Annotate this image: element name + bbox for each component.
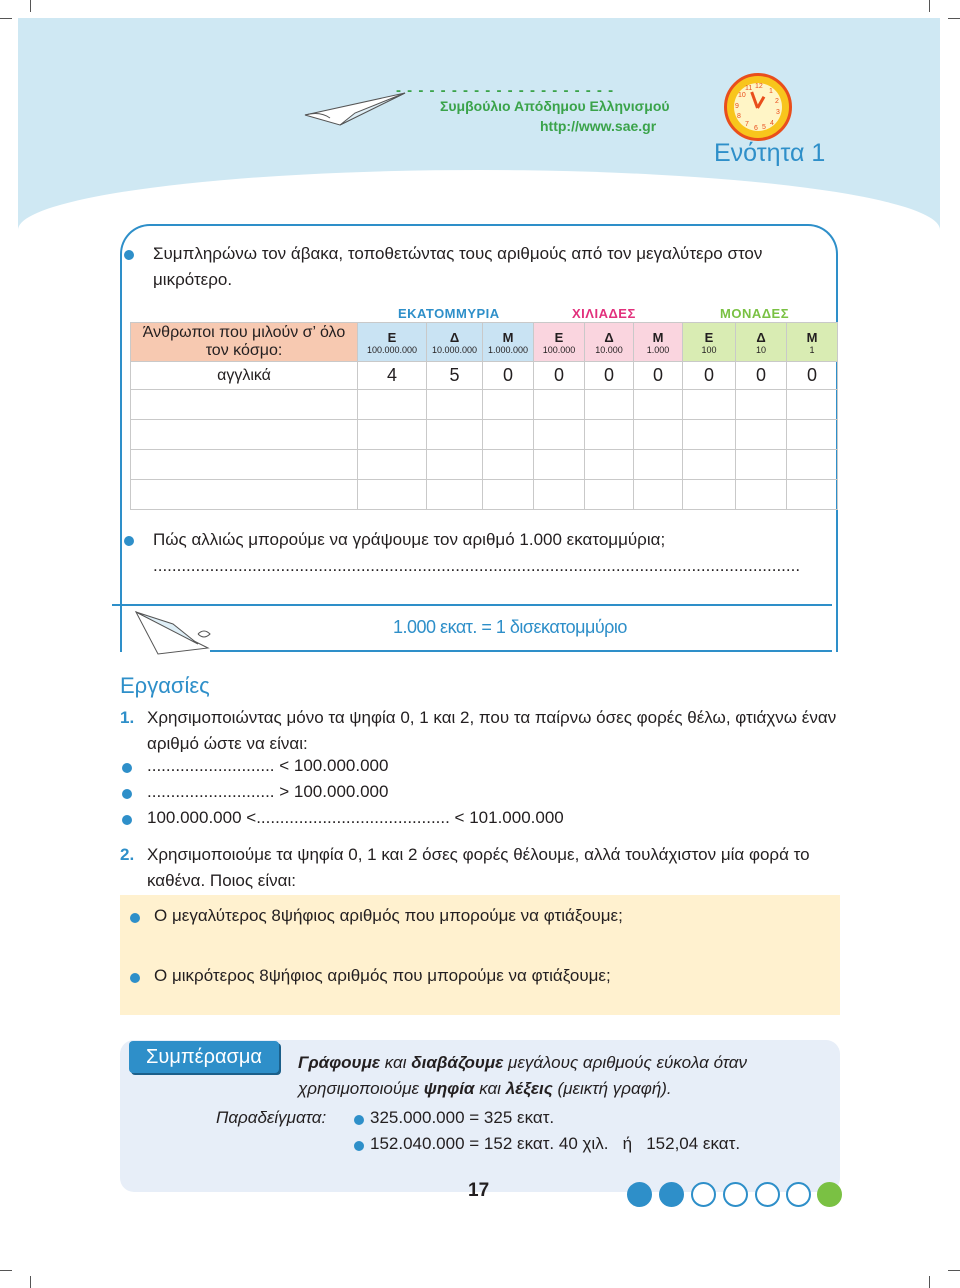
abacus-row	[131, 420, 838, 450]
paper-plane-icon	[128, 604, 223, 660]
crop-mark	[929, 0, 930, 12]
group-millions-label: ΕΚΑΤΟΜΜΥΡΙΑ	[398, 306, 500, 321]
digit-cell[interactable]	[787, 480, 838, 510]
progress-dot	[755, 1182, 780, 1207]
abacus-table	[130, 322, 838, 510]
bullet-icon	[122, 760, 132, 778]
group-thousands-label: ΧΙΛΙΑΔΕΣ	[572, 306, 636, 321]
clock-icon: 12 1 2 3 4 5 6 7 8 9 10 11	[724, 73, 792, 141]
digit-cell[interactable]	[358, 480, 427, 510]
abacus-column: Ε 100.000.000	[358, 323, 427, 362]
intro-instruction: Συμπληρώνω τον άβακα, τοποθετώντας τους αριθμούς από τον μεγαλύτερο στον μικρότερο.	[153, 244, 763, 289]
digit-cell[interactable]	[585, 390, 634, 420]
digit-cell[interactable]	[534, 480, 585, 510]
digit-cell[interactable]: 0	[787, 362, 838, 390]
task1-item[interactable]: ........................... < 100.000.000	[147, 756, 389, 775]
digit-cell[interactable]	[683, 480, 736, 510]
digit-cell[interactable]	[787, 390, 838, 420]
crop-mark	[948, 1270, 960, 1271]
abacus-column: Δ 10.000	[585, 323, 634, 362]
separator-line	[210, 650, 832, 652]
digit-cell[interactable]	[427, 480, 483, 510]
digit-cell[interactable]	[585, 420, 634, 450]
progress-dot	[659, 1182, 684, 1207]
row-label	[131, 390, 358, 420]
crop-mark	[0, 1270, 12, 1271]
digit-cell[interactable]	[358, 390, 427, 420]
example-2: 152.040.000 = 152 εκατ. 40 χιλ. ή 152,04 εκατ.	[370, 1134, 741, 1153]
digit-cell[interactable]	[736, 480, 787, 510]
abacus-column: Ε 100.000	[534, 323, 585, 362]
abacus-column: Δ 10	[736, 323, 787, 362]
bullet-icon	[354, 1112, 364, 1130]
digit-cell[interactable]	[736, 390, 787, 420]
unit-title: Ενότητα 1	[714, 139, 826, 167]
digit-cell[interactable]	[585, 450, 634, 480]
bullet-icon	[124, 533, 134, 551]
abacus-column: Μ 1.000	[634, 323, 683, 362]
digit-cell[interactable]	[483, 420, 534, 450]
task1-item[interactable]: 100.000.000 <......................................... < 101.000.000	[147, 808, 564, 827]
digit-cell[interactable]	[634, 450, 683, 480]
progress-dot	[723, 1182, 748, 1207]
task1-item[interactable]: ........................... > 100.000.000	[147, 782, 389, 801]
digit-cell[interactable]	[483, 450, 534, 480]
digit-cell[interactable]	[683, 420, 736, 450]
conclusion-text: Γράφουμε και διαβάζουμε μεγάλους αριθμούς εύκολα όταν χρησιμοποιούμε ψηφία και λέξεις (μεικτή γραφή).	[298, 1053, 747, 1098]
digit-cell[interactable]: 0	[683, 362, 736, 390]
digit-cell[interactable]	[534, 450, 585, 480]
digit-cell[interactable]	[427, 450, 483, 480]
example-1: 325.000.000 = 325 εκατ.	[370, 1108, 555, 1127]
task-number: 1.	[120, 708, 135, 727]
row-label	[131, 480, 358, 510]
digit-cell[interactable]	[427, 390, 483, 420]
digit-cell[interactable]	[683, 450, 736, 480]
abacus-column: Μ 1	[787, 323, 838, 362]
digit-cell[interactable]	[736, 420, 787, 450]
digit-cell[interactable]: 0	[534, 362, 585, 390]
crop-mark	[948, 18, 960, 19]
digit-cell[interactable]	[634, 390, 683, 420]
abacus-row	[131, 480, 838, 510]
crop-mark	[30, 1276, 31, 1288]
digit-cell[interactable]: 0	[483, 362, 534, 390]
crop-mark	[0, 18, 12, 19]
progress-dot	[817, 1182, 842, 1207]
sae-url[interactable]: http://www.sae.gr	[540, 118, 657, 134]
digit-cell[interactable]	[736, 450, 787, 480]
task-number: 2.	[120, 845, 135, 864]
digit-cell[interactable]: 5	[427, 362, 483, 390]
bullet-icon	[124, 247, 134, 265]
page-number: 17	[468, 1180, 490, 1201]
group-units-label: ΜΟΝΑΔΕΣ	[720, 306, 790, 321]
bullet-icon	[122, 812, 132, 830]
abacus-row	[131, 450, 838, 480]
header-dashes: - - - - - - - - - - - - - - - - - - - -	[396, 82, 615, 99]
digit-cell[interactable]	[483, 390, 534, 420]
digit-cell[interactable]: 4	[358, 362, 427, 390]
bullet-icon	[130, 970, 140, 988]
task2-item: Ο μεγαλύτερος 8ψήφιος αριθμός που μπορούμε να φτιάξουμε;	[154, 906, 623, 925]
digit-cell[interactable]	[634, 420, 683, 450]
row-label	[131, 420, 358, 450]
digit-cell[interactable]: 0	[736, 362, 787, 390]
digit-cell[interactable]	[358, 420, 427, 450]
examples-label: Παραδείγματα:	[216, 1108, 327, 1127]
row-label-header: Άνθρωποι που μιλούν σ’ όλο τον κόσμο:	[131, 323, 358, 362]
digit-cell[interactable]	[483, 480, 534, 510]
abacus-column: Δ 10.000.000	[427, 323, 483, 362]
conclusion-tag: Συμπέρασμα	[129, 1041, 279, 1073]
digit-cell[interactable]	[683, 390, 736, 420]
digit-cell[interactable]	[427, 420, 483, 450]
sae-name: Συμβούλιο Απόδημου Ελληνισμού	[440, 98, 670, 114]
digit-cell[interactable]	[534, 390, 585, 420]
task2-text: Χρησιμοποιούμε τα ψηφία 0, 1 και 2 όσες φορές θέλουμε, αλλά τουλάχιστον μία φορά το καθένα. Ποιος είναι:	[147, 845, 810, 890]
abacus-row	[131, 390, 838, 420]
abacus-column: Ε 100	[683, 323, 736, 362]
digit-cell[interactable]	[634, 480, 683, 510]
abacus-row	[131, 362, 838, 390]
task2-item: Ο μικρότερος 8ψήφιος αριθμός που μπορούμε να φτιάξουμε;	[154, 966, 611, 985]
abacus-column: Μ 1.000.000	[483, 323, 534, 362]
crop-mark	[30, 0, 31, 12]
crop-mark	[929, 1276, 930, 1288]
bullet-icon	[354, 1138, 364, 1156]
row-label	[131, 450, 358, 480]
task1-text: Χρησιμοποιώντας μόνο τα ψηφία 0, 1 και 2, που τα παίρνω όσες φορές θέλω, φτιάχνω έναν αριθμό ώστε να είναι:	[147, 708, 837, 753]
progress-dot	[691, 1182, 716, 1207]
digit-cell[interactable]: 0	[585, 362, 634, 390]
paper-plane-icon	[300, 85, 410, 130]
conversion-formula: 1.000 εκατ. = 1 δισεκατομμύριο	[393, 617, 627, 637]
abacus-header-row	[131, 323, 838, 362]
digit-cell[interactable]	[358, 450, 427, 480]
bullet-icon	[130, 910, 140, 928]
digit-cell[interactable]	[787, 420, 838, 450]
answer-dots[interactable]: .........................................................................................................................................	[153, 556, 801, 575]
alt-question: Πώς αλλιώς μπορούμε να γράψουμε τον αριθμό 1.000 εκατομμύρια;	[153, 530, 666, 549]
tasks-heading: Εργασίες	[120, 673, 210, 698]
bullet-icon	[122, 786, 132, 804]
digit-cell[interactable]	[787, 450, 838, 480]
digit-cell[interactable]	[585, 480, 634, 510]
progress-dot	[627, 1182, 652, 1207]
progress-dot	[786, 1182, 811, 1207]
digit-cell[interactable]	[534, 420, 585, 450]
digit-cell[interactable]: 0	[634, 362, 683, 390]
row-label: αγγλικά	[131, 362, 358, 390]
